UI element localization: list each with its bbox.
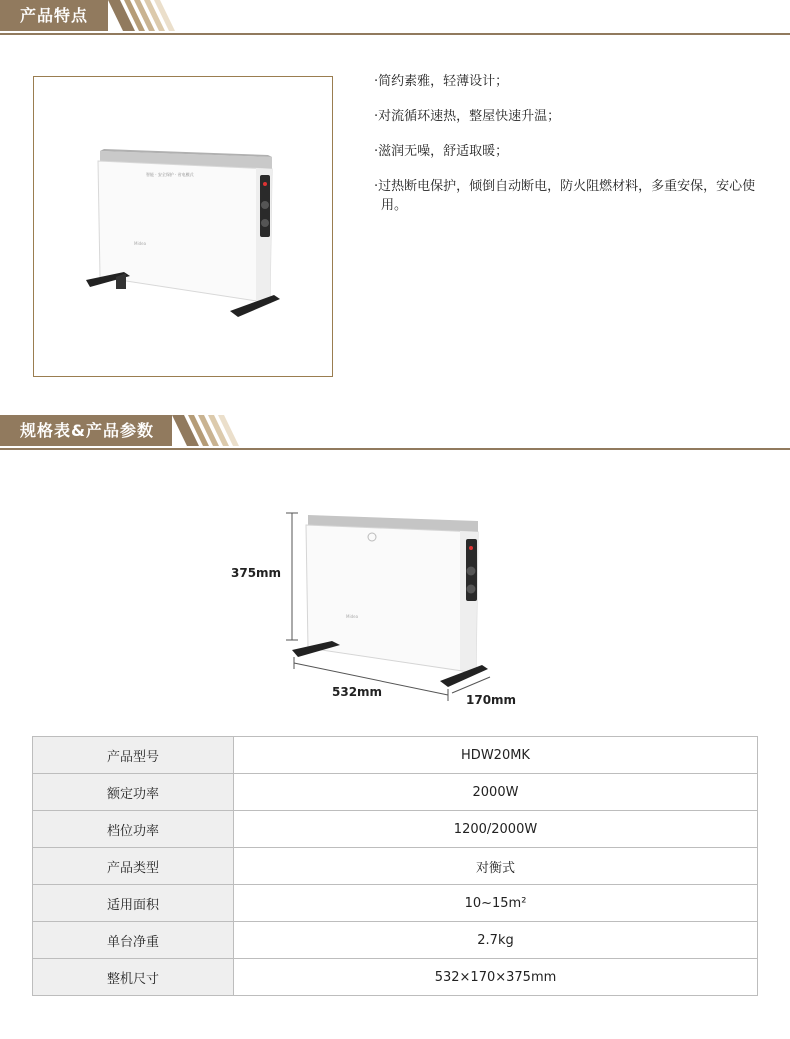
spec-label: 档位功率: [33, 811, 234, 848]
spec-value: HDW20MK: [234, 737, 758, 774]
table-row: [33, 922, 758, 959]
heater-front-text: 智能 · 安全保护 · 省电模式: [146, 172, 194, 177]
spec-value: 10~15m²: [234, 885, 758, 922]
feature-item: · 滋润无噪，舒适取暖；: [374, 142, 774, 161]
section-title-features: 产品特点: [20, 6, 89, 25]
dimension-height-label: 375mm: [231, 566, 282, 580]
spec-label: 产品型号: [33, 737, 234, 774]
table-row: [33, 848, 758, 885]
section-header-specs: [0, 415, 790, 451]
table-row: [33, 774, 758, 811]
heater-image: [34, 77, 332, 376]
spec-label: 整机尺寸: [33, 959, 234, 996]
feature-item: · 过热断电保护，倾倒自动断电，防火阻燃材料，多重安保，安心使用。: [374, 177, 774, 215]
feature-item: · 对流循环速热，整屋快速升温；: [374, 107, 774, 126]
feature-item: · 简约素雅，轻薄设计；: [374, 72, 774, 91]
spec-value: 2000W: [234, 774, 758, 811]
svg-text:Midea: Midea: [346, 614, 359, 619]
feature-list: [374, 72, 774, 231]
product-image-frame: [33, 76, 333, 377]
svg-text:Midea: Midea: [134, 241, 147, 246]
dimension-width-label: 532mm: [332, 685, 383, 699]
spec-label: 单台净重: [33, 922, 234, 959]
spec-label: 适用面积: [33, 885, 234, 922]
table-row: [33, 737, 758, 774]
spec-table: [32, 736, 758, 996]
spec-label: 额定功率: [33, 774, 234, 811]
table-row: [33, 959, 758, 996]
section-header-features: [0, 0, 790, 36]
spec-value: 对衡式: [234, 848, 758, 885]
stripe-decoration-icon: [172, 415, 262, 446]
spec-value: 1200/2000W: [234, 811, 758, 848]
table-row: [33, 811, 758, 848]
table-row: [33, 885, 758, 922]
section-title-specs: 规格表&产品参数: [20, 421, 154, 440]
dimension-depth-label: 170mm: [466, 693, 517, 707]
dimension-figure: [220, 505, 540, 720]
spec-label: 产品类型: [33, 848, 234, 885]
stripe-decoration-icon: [108, 0, 198, 31]
spec-value: 2.7kg: [234, 922, 758, 959]
spec-value: 532×170×375mm: [234, 959, 758, 996]
